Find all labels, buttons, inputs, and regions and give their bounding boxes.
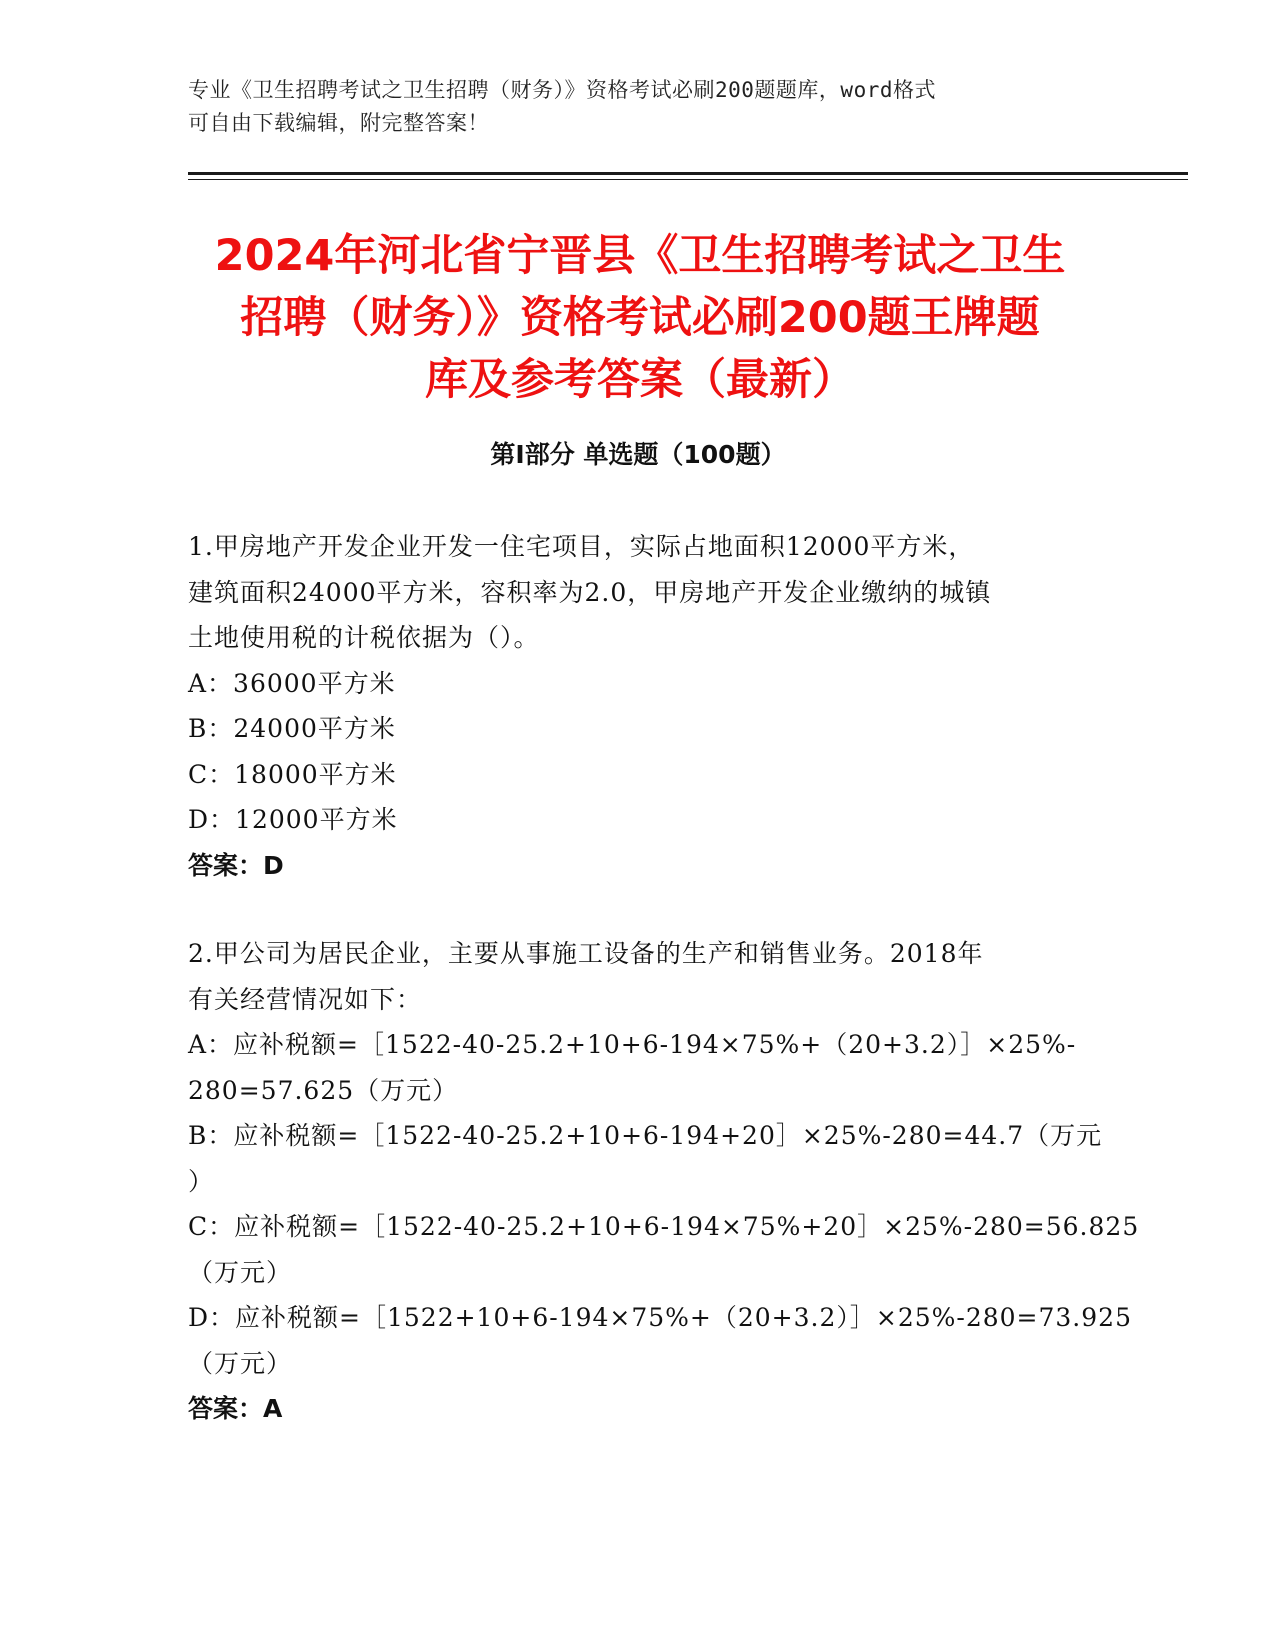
header-note <box>188 74 1088 140</box>
header-note-line-1: 专业《卫生招聘考试之卫生招聘（财务）》资格考试必刷200题题库，word格式 <box>188 78 936 102</box>
option-d: D：应补税额=［1522+10+6-194×75%+（20+3.2）］×25%-280=73.925 <box>188 1303 1132 1332</box>
option-c-continued: （万元） <box>188 1257 293 1287</box>
question-2 <box>188 931 1140 1432</box>
header-divider-thick <box>188 172 1188 175</box>
answer-label: 答案：D <box>188 850 284 880</box>
section-heading: 第Ⅰ部分 单选题（100题） <box>490 440 786 469</box>
option-d-continued: （万元） <box>188 1348 293 1378</box>
question-stem-line: 土地使用税的计税依据为（）。 <box>188 623 540 652</box>
question-stem-line: 2.甲公司为居民企业，主要从事施工设备的生产和销售业务。2018年 <box>188 939 984 968</box>
question-stem-line: 有关经营情况如下： <box>188 984 423 1014</box>
option-b-continued: ） <box>188 1166 215 1196</box>
header-divider-thin <box>188 179 1188 180</box>
option-d: D：12000平方米 <box>188 805 398 834</box>
option-b: B：24000平方米 <box>188 714 396 743</box>
answer-label: 答案：A <box>188 1394 283 1423</box>
title-line-2: 招聘（财务）》资格考试必刷200题王牌题 <box>240 293 1040 343</box>
option-a: A：36000平方米 <box>188 668 396 698</box>
option-a: A：应补税额=［1522-40-25.2+10+6-194×75%+（20+3.2）］×25%- <box>188 1030 1077 1059</box>
option-a-continued: 280=57.625（万元） <box>188 1075 459 1105</box>
title-line-3: 库及参考答案（最新） <box>425 355 855 405</box>
question-stem-line: 1.甲房地产开发企业开发一住宅项目，实际占地面积12000平方米， <box>188 532 975 561</box>
title-line-1: 2024年河北省宁晋县《卫生招聘考试之卫生 <box>214 231 1066 281</box>
option-c: C：18000平方米 <box>188 759 397 789</box>
header-note-line-2: 可自由下载编辑，附完整答案！ <box>188 111 489 135</box>
option-b: B：应补税额=［1522-40-25.2+10+6-194+20］×25%-280=44.7（万元 <box>188 1121 1103 1150</box>
question-stem-line: 建筑面积24000平方米，容积率为2.0，甲房地产开发企业缴纳的城镇 <box>188 577 992 607</box>
document-title <box>160 225 1120 411</box>
question-1 <box>188 524 1088 888</box>
option-c: C：应补税额=［1522-40-25.2+10+6-194×75%+20］×25%-280=56.825 <box>188 1212 1140 1241</box>
